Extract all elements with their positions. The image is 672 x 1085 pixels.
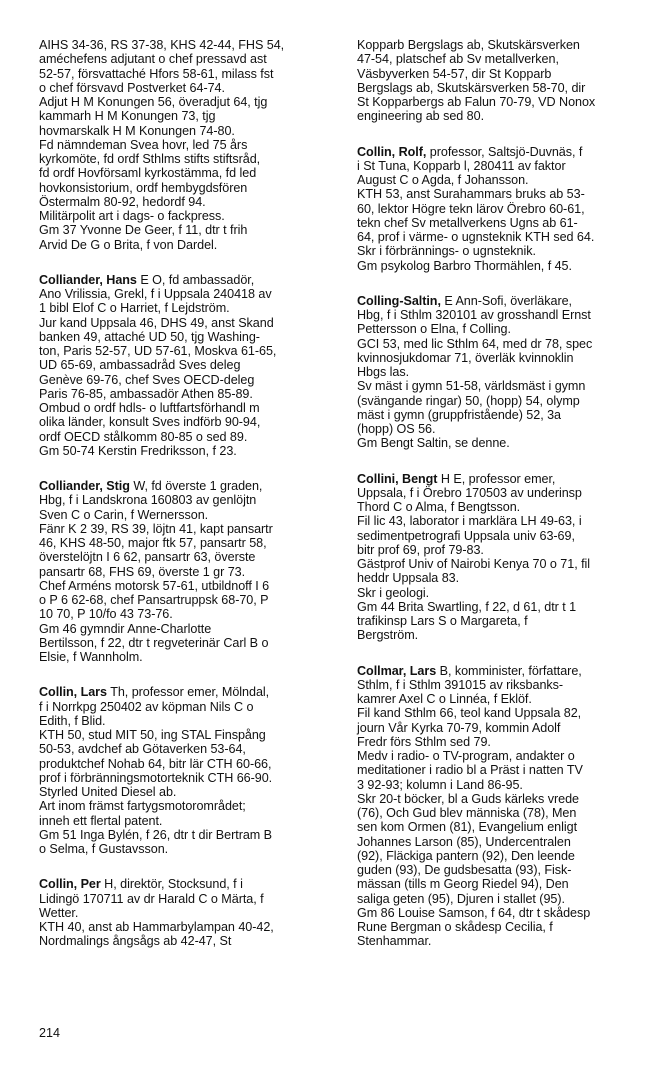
text-line: i St Tuna, Kopparb l, 280411 av faktor — [357, 158, 566, 173]
text-line: journ Vår Kyrka 70-79, kommin Adolf — [357, 720, 561, 735]
text-line: Lidingö 170711 av dr Harald C o Märta, f — [39, 891, 264, 906]
text-line: Uppsala, f i Örebro 170503 av underinsp — [357, 485, 582, 500]
text-line: Pettersson o Elna, f Colling. — [357, 322, 511, 337]
text-line: Kopparb Bergslags ab, Skutskärsverken — [357, 38, 580, 52]
page-number: 214 — [39, 1026, 61, 1040]
text-line: Gm Bengt Saltin, se denne. — [357, 436, 510, 451]
entry-header — [39, 479, 335, 493]
text-line: ton, Paris 52-57, UD 57-61, Moskva 61-65, — [39, 344, 277, 358]
text-line: Gm psykolog Barbro Thormählen, f 45. — [357, 258, 572, 273]
text-line: Gästprof Univ of Nairobi Kenya 70 o 71, fil — [357, 557, 591, 571]
entry-name: Colliander, Hans — [39, 272, 137, 287]
entry-header — [39, 273, 335, 287]
entry-intro: W, fd överste 1 graden, — [129, 479, 263, 493]
text-line: Skr i geologi. — [357, 585, 430, 600]
entry-header — [357, 145, 653, 159]
text-line: Chef Arméns motorsk 57-61, utbildnoff I 6 — [39, 578, 270, 593]
text-line: Jur kand Uppsala 46, DHS 49, anst Skand — [39, 315, 274, 330]
text-line: Bertilsson, f 22, dtr t regveterinär Carl B o — [39, 635, 269, 650]
text-line: Genève 69-76, chef Sves OECD-deleg — [39, 372, 255, 387]
text-line: 52-57, försvattaché Hfors 58-61, milass fst — [39, 66, 274, 81]
text-line: (hopp) OS 56. — [357, 422, 436, 436]
text-line: Art inom främst fartygsmotorområdet; — [39, 799, 246, 814]
entry-header — [357, 664, 653, 678]
text-line: Gm 37 Yvonne De Geer, f 11, dtr t frih — [39, 223, 248, 238]
entry-name: Collin, Lars — [39, 685, 107, 700]
text-line: prof i förbränningsmotorteknik CTH 66-90. — [39, 770, 273, 785]
entry-continuation — [39, 38, 335, 252]
text-line: Johannes Larson (85), Undercentralen — [357, 834, 571, 849]
text-line: Militärpolit art i dags- o fackpress. — [39, 209, 225, 223]
entry-collmar-lars — [357, 664, 653, 949]
entry-intro: H E, professor emer, — [437, 471, 556, 486]
text-line: mäst i gymn (gruppfristående) 52, 3a — [357, 407, 561, 422]
text-line: heddr Uppsala 83. — [357, 571, 460, 586]
entry-collin-lars — [39, 685, 335, 856]
text-line: 46, KHS 48-50, major ftk 57, pansartr 58, — [39, 536, 267, 550]
text-line: Östermalm 80-92, hedordf 94. — [39, 194, 206, 209]
text-line: Sthlm, f i Sthlm 391015 av riksbanks- — [357, 677, 564, 692]
text-line: KTH 40, anst ab Hammarbylampan 40-42, — [39, 920, 274, 934]
text-line: (76), Och Gud blev människa (78), Men — [357, 806, 577, 820]
left-column — [39, 38, 335, 970]
text-line: pansartr 68, FHS 69, överste 1 gr 73. — [39, 564, 246, 579]
text-line: améchefens adjutant o chef pressavd ast — [39, 52, 267, 67]
text-line: Ano Vrilissia, Grekl, f i Uppsala 240418 av — [39, 287, 272, 301]
text-line: fd ordf Hovförsaml kyrkostämma, fd led — [39, 166, 257, 181]
text-line: Fänr K 2 39, RS 39, löjtn 41, kapt pansartr — [39, 521, 273, 536]
text-line: meditationer i radio bl a Präst i natten TV — [357, 763, 583, 778]
text-line: Fredr förs Sthlm sed 79. — [357, 734, 491, 749]
text-line: Bergström. — [357, 628, 419, 643]
entry-intro: professor, Saltsjö-Duvnäs, f — [426, 144, 583, 159]
text-line: Gm 50-74 Kerstin Fredriksson, f 23. — [39, 443, 237, 458]
text-line: o chef försvavd Postverket 64-74. — [39, 80, 225, 95]
text-line: Stenhammar. — [357, 934, 432, 949]
entry-name: Collini, Bengt — [357, 471, 438, 486]
entry-header — [39, 877, 335, 891]
text-line: Skr i förbrännings- o ugnsteknik. — [357, 244, 536, 259]
text-line: Fil lic 43, laborator i marklära LH 49-63, i — [357, 514, 582, 529]
text-line: Sven C o Carin, f Wernersson. — [39, 507, 209, 522]
text-line: Hbgs las. — [357, 365, 410, 379]
text-line: Arvid De G o Brita, f von Dardel. — [39, 237, 218, 252]
entry-collin-rolf — [357, 145, 653, 273]
entry-intro: H, direktör, Stocksund, f i — [100, 877, 243, 892]
text-line: Nordmalings ångsågs ab 42-47, St — [39, 934, 232, 949]
text-line: Hbg, f i Sthlm 320101 av grosshandl Ernst — [357, 308, 591, 322]
text-line: Rune Bergman o skådesp Cecilia, f — [357, 920, 553, 934]
text-line: Adjut H M Konungen 56, överadjut 64, tjg — [39, 95, 268, 109]
text-line: Fd nämndeman Svea hovr, led 75 års — [39, 137, 248, 152]
text-line: Paris 76-85, ambassadör Athen 85-89. — [39, 386, 253, 401]
text-line: ordf OECD stålkomm 80-85 o sed 89. — [39, 429, 248, 444]
entry-intro: E Ann-Sofi, överläkare, — [440, 293, 573, 308]
text-line: sedimentpetrografi Uppsala univ 63-69, — [357, 528, 575, 543]
text-line: Gm 44 Brita Swartling, f 22, d 61, dtr t 1 — [357, 599, 577, 614]
text-line: 3 92-93; kolumn i Land 86-95. — [357, 777, 523, 792]
text-line: 50-53, avdchef ab Götaverken 53-64, — [39, 742, 246, 757]
text-line: produktchef Nohab 64, bitr lär CTH 60-66, — [39, 756, 272, 771]
text-line: f i Norrkpg 250402 av köpman Nils C o — [39, 699, 254, 714]
text-line: hovmarskalk H M Konungen 74-80. — [39, 123, 235, 138]
text-line: Styrled United Diesel ab. — [39, 785, 177, 799]
entry-name: Collin, Per — [39, 877, 101, 892]
text-line: o P 6 62-68, chef Pansartruppsk 68-70, P — [39, 593, 269, 607]
entry-header — [357, 472, 653, 486]
entry-intro: B, komminister, författare, — [436, 663, 582, 678]
text-line: (92), Fläckiga pantern (92), Den leende — [357, 848, 575, 863]
text-line: hovkonsistorium, ordf hembygdsfören — [39, 180, 248, 195]
text-line: Thord C o Alma, f Bengtsson. — [357, 500, 521, 514]
text-line: tekn chef Sv metallverkens Ugns ab 61- — [357, 215, 578, 230]
entry-colliander-stig — [39, 479, 335, 664]
text-line: 1 bibl Elof C o Harriet, f Lejdström. — [39, 301, 230, 316]
text-line: KTH 50, stud MIT 50, ing STAL Finspång — [39, 728, 266, 742]
text-line: August C o Agda, f Johansson. — [357, 173, 529, 187]
text-line: Ombud o ordf hdls- o luftfartsförhandl m — [39, 401, 260, 415]
text-line: 60, lektor Högre tekn lärov Örebro 60-61, — [357, 201, 585, 216]
entry-intro: Th, professor emer, Mölndal, — [106, 685, 270, 700]
text-line: Edith, f Blid. — [39, 713, 106, 728]
text-line: kvinnosjukdomar 71, överläk kvinnoklin — [357, 350, 574, 365]
entry-colling-saltin — [357, 294, 653, 451]
text-line: kyrkomöte, fd ordf Sthlms stifts stiftsråd, — [39, 152, 261, 166]
text-line: bitr prof 69, prof 79-83. — [357, 542, 484, 557]
text-line: kammarh H M Konungen 73, tjg — [39, 109, 216, 124]
text-line: Hbg, f i Landskrona 160803 av genlöjtn — [39, 493, 257, 508]
text-line: AIHS 34-36, RS 37-38, KHS 42-44, FHS 54, — [39, 38, 285, 52]
text-line: GCI 53, med lic Sthlm 64, med dr 78, spec — [357, 336, 593, 351]
entry-name: Collin, Rolf, — [357, 144, 427, 159]
text-line: KTH 53, anst Surahammars bruks ab 53- — [357, 187, 585, 202]
entry-collini-bengt — [357, 472, 653, 643]
entry-colliander-hans — [39, 273, 335, 458]
text-line: Wetter. — [39, 905, 79, 920]
entry-name: Colling-Saltin, — [357, 293, 441, 308]
text-line: Skr 20-t böcker, bl a Guds kärleks vrede — [357, 791, 579, 806]
text-line: St Kopparbergs ab Falun 70-79, VD Nonox — [357, 95, 596, 109]
text-line: banken 49, attaché UD 50, tjg Washing- — [39, 329, 260, 344]
text-line: 10 70, P 10/fo 43 73-76. — [39, 607, 173, 622]
entry-intro: E O, fd ambassadör, — [136, 272, 255, 287]
text-line: Gm 51 Inga Bylén, f 26, dtr t dir Bertram B — [39, 827, 273, 842]
text-line: sen kom Ormen (81), Evangelium enligt — [357, 820, 578, 835]
text-line: guden (93), De gudsbesatta (93), Fisk- — [357, 863, 572, 877]
text-line: engineering ab sed 80. — [357, 109, 485, 124]
entry-name: Collmar, Lars — [357, 663, 437, 678]
text-line: (svängande ringar) 50, (hopp) 54, olymp — [357, 393, 580, 408]
text-line: olika länder, konsult Sves indförb 90-94, — [39, 415, 261, 430]
text-line: mässan (tills m Georg Riedel 94), Den — [357, 877, 569, 892]
text-line: kamrer Axel C o Linnéa, f Eklöf. — [357, 692, 532, 706]
text-line: Gm 46 gymndir Anne-Charlotte — [39, 621, 212, 636]
entry-header — [39, 685, 335, 699]
entry-name: Colliander, Stig — [39, 479, 130, 493]
text-line: UD 65-69, ambassadråd Sves deleg — [39, 358, 241, 373]
text-line: trafikinsp Lars S o Margareta, f — [357, 614, 528, 628]
text-line: 64, prof i värme- o ugnsteknik KTH sed 64. — [357, 230, 595, 244]
text-line: saliga geten (95), Djuren i stallet (95). — [357, 891, 565, 906]
text-line: Medv i radio- o TV-program, andakter o — [357, 749, 575, 763]
text-line: Fil kand Sthlm 66, teol kand Uppsala 82, — [357, 706, 582, 721]
text-line: Elsie, f Wannholm. — [39, 650, 143, 664]
text-line: inneh ett flertal patent. — [39, 813, 163, 828]
entry-continuation — [357, 38, 653, 124]
text-line: Sv mäst i gymn 51-58, världsmäst i gymn — [357, 379, 586, 394]
entry-collin-per — [39, 877, 335, 948]
text-line: Bergslags ab, Skutskärsverken 58-70, dir — [357, 80, 586, 95]
text-line: Gm 86 Louise Samson, f 64, dtr t skådesp — [357, 905, 591, 920]
entry-header — [357, 294, 653, 308]
right-column — [357, 38, 653, 970]
text-line: 47-54, platschef ab Sv metallverken, — [357, 52, 559, 67]
text-line: överstelöjtn I 6 62, pansartr 63, överste — [39, 550, 256, 565]
text-line: Väsbyverken 54-57, dir St Kopparb — [357, 66, 552, 81]
text-line: o Selma, f Gustavsson. — [39, 842, 169, 856]
